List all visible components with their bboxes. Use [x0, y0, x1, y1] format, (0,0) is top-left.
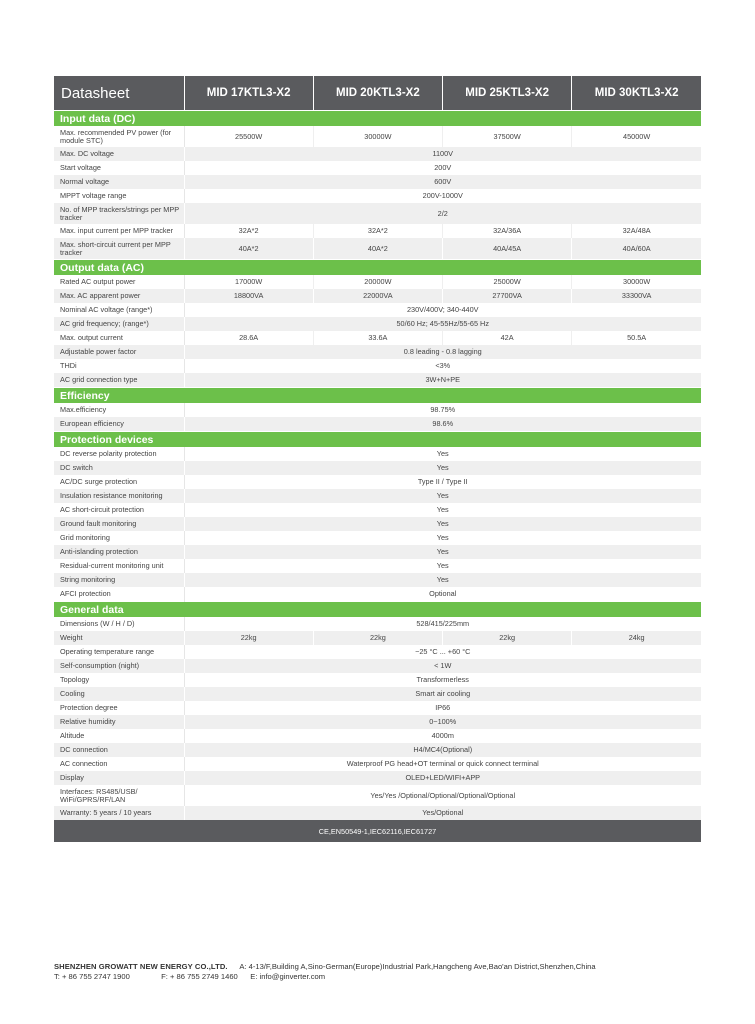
- spec-label: Altitude: [54, 729, 184, 743]
- telephone: T: + 86 755 2747 1900: [54, 972, 130, 981]
- spec-value: 32A/36A: [443, 224, 572, 238]
- spec-row: [54, 359, 701, 373]
- section-title: Output data (AC): [54, 260, 701, 276]
- spec-value: < 1W: [184, 659, 701, 673]
- spec-row: [54, 331, 701, 345]
- spec-value: OLED+LED/WIFI+APP: [184, 771, 701, 785]
- spec-label: Normal voltage: [54, 175, 184, 189]
- spec-table: [54, 76, 701, 842]
- spec-label: Grid monitoring: [54, 531, 184, 545]
- spec-row: [54, 224, 701, 238]
- spec-value: 50.5A: [572, 331, 701, 345]
- model-header: MID 17KTL3-X2: [184, 76, 313, 111]
- spec-value: H4/MC4(Optional): [184, 743, 701, 757]
- spec-value: 40A*2: [313, 238, 442, 260]
- spec-value: Yes: [184, 447, 701, 461]
- spec-label: DC reverse polarity protection: [54, 447, 184, 461]
- spec-label: Topology: [54, 673, 184, 687]
- spec-label: European efficiency: [54, 417, 184, 432]
- spec-row: [54, 715, 701, 729]
- page-footer: [54, 962, 734, 982]
- spec-value: Yes/Optional: [184, 806, 701, 820]
- spec-row: [54, 461, 701, 475]
- section-header: [54, 602, 701, 618]
- footer-line-2: [54, 972, 734, 982]
- spec-value: Yes/Yes /Optional/Optional/Optional/Optional: [184, 785, 701, 806]
- model-header: MID 30KTL3-X2: [572, 76, 701, 111]
- spec-value: 40A*2: [184, 238, 313, 260]
- section-title: General data: [54, 602, 701, 618]
- spec-label: Start voltage: [54, 161, 184, 175]
- spec-value: 230V/400V; 340-440V: [184, 303, 701, 317]
- section-header: [54, 388, 701, 404]
- spec-value: 27700VA: [443, 289, 572, 303]
- spec-value: 30000W: [572, 275, 701, 289]
- spec-row: [54, 631, 701, 645]
- company-name: SHENZHEN GROWATT NEW ENERGY CO.,LTD.: [54, 962, 228, 971]
- spec-value: Yes: [184, 503, 701, 517]
- spec-label: String monitoring: [54, 573, 184, 587]
- spec-row: [54, 701, 701, 715]
- spec-row: [54, 503, 701, 517]
- spec-value: 28.6A: [184, 331, 313, 345]
- spec-label: Rated AC output power: [54, 275, 184, 289]
- spec-label: Protection degree: [54, 701, 184, 715]
- footer-line-1: [54, 962, 734, 972]
- spec-row: [54, 175, 701, 189]
- spec-value: 98.75%: [184, 403, 701, 417]
- spec-label: Interfaces: RS485/USB/ WiFi/GPRS/RF/LAN: [54, 785, 184, 806]
- spec-value: Yes: [184, 545, 701, 559]
- spec-label: Relative humidity: [54, 715, 184, 729]
- spec-row: [54, 687, 701, 701]
- spec-value: −25 °C ... +60 °C: [184, 645, 701, 659]
- spec-label: AC/DC surge protection: [54, 475, 184, 489]
- spec-row: [54, 373, 701, 388]
- spec-value: 3W+N+PE: [184, 373, 701, 388]
- spec-value: 18800VA: [184, 289, 313, 303]
- spec-row: [54, 475, 701, 489]
- email: E: info@ginverter.com: [250, 972, 326, 981]
- spec-row: [54, 189, 701, 203]
- spec-label: Warranty: 5 years / 10 years: [54, 806, 184, 820]
- spec-row: [54, 587, 701, 602]
- spec-label: Dimensions (W / H / D): [54, 617, 184, 631]
- spec-value: 0.8 leading - 0.8 lagging: [184, 345, 701, 359]
- spec-value: 33300VA: [572, 289, 701, 303]
- spec-value: Yes: [184, 461, 701, 475]
- section-title: Efficiency: [54, 388, 701, 404]
- spec-value: 22kg: [443, 631, 572, 645]
- spec-label: Max. AC apparent power: [54, 289, 184, 303]
- spec-label: Operating temperature range: [54, 645, 184, 659]
- datasheet: [54, 76, 701, 842]
- spec-value: 22kg: [184, 631, 313, 645]
- datasheet-title: Datasheet: [54, 76, 184, 111]
- spec-label: MPPT voltage range: [54, 189, 184, 203]
- spec-row: [54, 673, 701, 687]
- spec-value: 30000W: [313, 126, 442, 147]
- spec-value: Yes: [184, 573, 701, 587]
- spec-value: 32A*2: [313, 224, 442, 238]
- spec-row: [54, 489, 701, 503]
- model-header: MID 20KTL3-X2: [313, 76, 442, 111]
- spec-value: Yes: [184, 489, 701, 503]
- spec-label: Nominal AC voltage (range*): [54, 303, 184, 317]
- spec-value: 200V: [184, 161, 701, 175]
- spec-label: Cooling: [54, 687, 184, 701]
- section-header: [54, 111, 701, 127]
- spec-value: Smart air cooling: [184, 687, 701, 701]
- spec-row: [54, 545, 701, 559]
- spec-value: 22kg: [313, 631, 442, 645]
- spec-label: AC grid connection type: [54, 373, 184, 388]
- spec-row: [54, 403, 701, 417]
- spec-label: Ground fault monitoring: [54, 517, 184, 531]
- spec-label: Anti-islanding protection: [54, 545, 184, 559]
- spec-label: Max. DC voltage: [54, 147, 184, 161]
- spec-row: [54, 517, 701, 531]
- section-title: Protection devices: [54, 432, 701, 448]
- spec-value: 17000W: [184, 275, 313, 289]
- header-row: [54, 76, 701, 111]
- spec-label: Insulation resistance monitoring: [54, 489, 184, 503]
- section-header: [54, 260, 701, 276]
- spec-value: 528/415/225mm: [184, 617, 701, 631]
- spec-value: 50/60 Hz; 45-55Hz/55-65 Hz: [184, 317, 701, 331]
- spec-value: 45000W: [572, 126, 701, 147]
- spec-label: AFCI protection: [54, 587, 184, 602]
- spec-row: [54, 161, 701, 175]
- spec-value: 25500W: [184, 126, 313, 147]
- spec-value: 40A/45A: [443, 238, 572, 260]
- spec-row: [54, 317, 701, 331]
- spec-label: Max. input current per MPP tracker: [54, 224, 184, 238]
- spec-label: No. of MPP trackers/strings per MPP tracker: [54, 203, 184, 224]
- spec-label: Max.efficiency: [54, 403, 184, 417]
- spec-row: [54, 303, 701, 317]
- spec-row: [54, 126, 701, 147]
- section-header: [54, 432, 701, 448]
- spec-value: 32A*2: [184, 224, 313, 238]
- spec-row: [54, 238, 701, 260]
- spec-label: AC connection: [54, 757, 184, 771]
- spec-label: DC switch: [54, 461, 184, 475]
- spec-value: 600V: [184, 175, 701, 189]
- spec-row: [54, 659, 701, 673]
- spec-label: AC short-circuit protection: [54, 503, 184, 517]
- spec-row: [54, 617, 701, 631]
- section-title: Input data (DC): [54, 111, 701, 127]
- spec-label: Adjustable power factor: [54, 345, 184, 359]
- fax: F: + 86 755 2749 1460: [161, 972, 238, 981]
- spec-value: Waterproof PG head+OT terminal or quick connect terminal: [184, 757, 701, 771]
- spec-value: Transformerless: [184, 673, 701, 687]
- spec-value: 2/2: [184, 203, 701, 224]
- spec-row: [54, 417, 701, 432]
- spec-row: [54, 729, 701, 743]
- spec-row: [54, 771, 701, 785]
- spec-label: Weight: [54, 631, 184, 645]
- spec-value: Yes: [184, 517, 701, 531]
- spec-body: [54, 111, 701, 821]
- spec-value: 42A: [443, 331, 572, 345]
- spec-row: [54, 806, 701, 820]
- spec-value: Yes: [184, 559, 701, 573]
- spec-label: Self-consumption (night): [54, 659, 184, 673]
- spec-value: 4000m: [184, 729, 701, 743]
- spec-value: 1100V: [184, 147, 701, 161]
- model-header: MID 25KTL3-X2: [443, 76, 572, 111]
- spec-value: 24kg: [572, 631, 701, 645]
- spec-value: 98.6%: [184, 417, 701, 432]
- spec-value: 20000W: [313, 275, 442, 289]
- spec-label: Display: [54, 771, 184, 785]
- spec-value: 37500W: [443, 126, 572, 147]
- spec-value: 33.6A: [313, 331, 442, 345]
- spec-value: Optional: [184, 587, 701, 602]
- spec-label: Residual-current monitoring unit: [54, 559, 184, 573]
- spec-label: Max. output current: [54, 331, 184, 345]
- spec-value: 22000VA: [313, 289, 442, 303]
- certification-row: [54, 820, 701, 842]
- spec-row: [54, 203, 701, 224]
- spec-row: [54, 289, 701, 303]
- spec-value: IP66: [184, 701, 701, 715]
- spec-value: 25000W: [443, 275, 572, 289]
- spec-value: 0~100%: [184, 715, 701, 729]
- spec-value: 200V-1000V: [184, 189, 701, 203]
- spec-label: THDi: [54, 359, 184, 373]
- spec-row: [54, 645, 701, 659]
- spec-row: [54, 743, 701, 757]
- spec-row: [54, 147, 701, 161]
- spec-value: 40A/60A: [572, 238, 701, 260]
- spec-label: Max. short-circuit current per MPP tracker: [54, 238, 184, 260]
- certifications: CE,EN50549-1,IEC62116,IEC61727: [54, 820, 701, 842]
- spec-value: Type II / Type II: [184, 475, 701, 489]
- spec-row: [54, 447, 701, 461]
- spec-row: [54, 531, 701, 545]
- spec-row: [54, 757, 701, 771]
- spec-value: Yes: [184, 531, 701, 545]
- spec-row: [54, 559, 701, 573]
- spec-value: <3%: [184, 359, 701, 373]
- company-address: A: 4-13/F,Building A,Sino-German(Europe)Industrial Park,Hangcheng Ave,Bao'an District,Shenzhen,China: [239, 962, 596, 971]
- spec-row: [54, 785, 701, 806]
- spec-label: DC connection: [54, 743, 184, 757]
- spec-row: [54, 275, 701, 289]
- spec-label: AC grid frequency; (range*): [54, 317, 184, 331]
- spec-row: [54, 573, 701, 587]
- spec-row: [54, 345, 701, 359]
- spec-value: 32A/48A: [572, 224, 701, 238]
- spec-label: Max. recommended PV power (for module STC): [54, 126, 184, 147]
